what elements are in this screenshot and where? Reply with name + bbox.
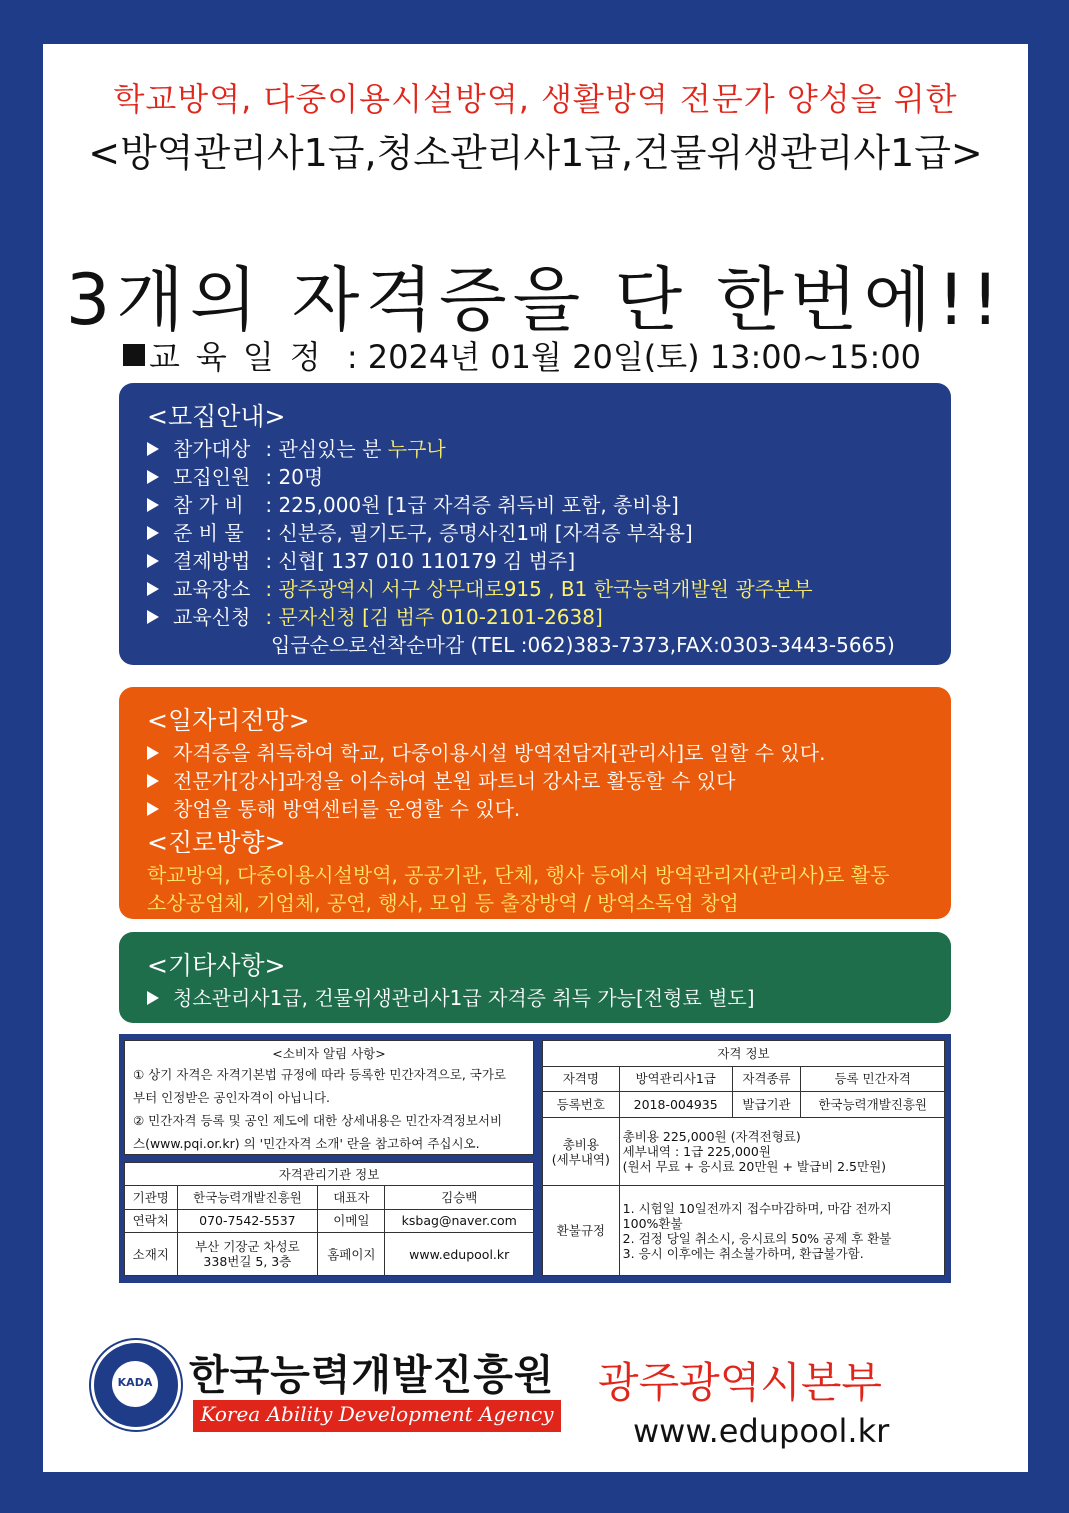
consumer-notice-line: 스(www.pqi.or.kr) 의 '민간자격 소개' 란을 참고하여 주십시오. <box>133 1136 480 1151</box>
list-item: 결제방법 : 신협[ 137 010 110179 김 범주] <box>147 547 951 575</box>
consumer-notice-line: ② 민간자격 등록 및 공인 제도에 대한 상세내용은 민간자격정보서비 <box>133 1113 503 1128</box>
table-row: 자격명 방역관리사1급 자격종류 등록 민간자격 <box>543 1066 945 1092</box>
flyer-headline: 3개의 자격증을 단 한번에!! <box>65 259 1006 341</box>
list-item: 참가대상 : 관심있는 분 누구나 <box>147 435 951 463</box>
list-item: 모집인원 : 20명 <box>147 463 951 491</box>
etc-heading: <기타사항> <box>147 951 286 980</box>
triangle-bullet-icon <box>147 774 159 788</box>
kada-logo-text: KADA <box>117 1376 153 1389</box>
consumer-notice <box>124 1040 534 1155</box>
consumer-notice-line: ① 상기 자격은 자격기본법 규정에 따라 등록한 민간자격으로, 국가로 <box>133 1067 506 1082</box>
qual-info-title: 자격 정보 <box>543 1041 945 1067</box>
org-english-name: Korea Ability Development Agency <box>200 1402 554 1426</box>
career-line: 소상공업체, 기업체, 공연, 행사, 모임 등 출장방역 / 방역소독업 창업 <box>147 891 739 915</box>
consumer-notice-line: 부터 인정받은 공인자격이 아닙니다. <box>133 1090 331 1105</box>
triangle-bullet-icon <box>147 470 159 484</box>
jobs-heading: <일자리전망> <box>147 706 310 735</box>
info-panel <box>119 1034 951 1283</box>
schedule-label: 교육일정 <box>149 338 337 376</box>
flyer-subtitle: 학교방역, 다중이용시설방역, 생활방역 전문가 양성을 위한 <box>113 80 958 118</box>
triangle-bullet-icon <box>147 802 159 816</box>
triangle-bullet-icon <box>147 442 159 456</box>
list-item: 전문가[강사]과정을 이수하여 본원 파트너 강사로 활동할 수 있다 <box>147 767 951 795</box>
triangle-bullet-icon <box>147 991 159 1005</box>
list-item: 창업을 통해 방역센터를 운영할 수 있다. <box>147 795 951 823</box>
table-row: 소재지 부산 기장군 차성로 338번길 5, 3층 홈페이지 www.edupool.kr <box>125 1233 534 1276</box>
triangle-bullet-icon <box>147 498 159 512</box>
square-bullet-icon <box>123 344 145 366</box>
flyer-title: <방역관리사1급,청소관리사1급,건물위생관리사1급> <box>88 131 983 175</box>
triangle-bullet-icon <box>147 526 159 540</box>
triangle-bullet-icon <box>147 746 159 760</box>
triangle-bullet-icon <box>147 582 159 596</box>
list-item: 준 비 물 : 신분증, 필기도구, 증명사진1매 [자격증 부착용] <box>147 519 951 547</box>
qualification-info-table <box>542 1040 945 1276</box>
list-item: 교육신청 : 문자신청 [김 범주 010-2101-2638] <box>147 603 951 631</box>
table-row: 연락처 070-7542-5537 이메일 ksbag@naver.com <box>125 1209 534 1232</box>
schedule-value: : 2024년 01월 20일(토) 13:00~15:00 <box>336 338 922 376</box>
agency-info-title: 자격관리기관 정보 <box>125 1163 534 1186</box>
branch-name: 광주광역시본부 <box>598 1358 883 1407</box>
triangle-bullet-icon <box>147 610 159 624</box>
list-item: 자격증을 취득하여 학교, 다중이용시설 방역전담자[관리사]로 일할 수 있다. <box>147 739 951 767</box>
recruit-note: 입금순으로선착순마감 (TEL :062)383-7373,FAX:0303-3443-5665) <box>271 633 895 657</box>
triangle-bullet-icon <box>147 554 159 568</box>
career-heading: <진로방향> <box>147 828 286 857</box>
jobs-box <box>119 687 951 919</box>
table-row: 기관명 한국능력개발진흥원 대표자 김승백 <box>125 1186 534 1209</box>
etc-box <box>119 932 951 1023</box>
org-name: 한국능력개발진흥원 <box>189 1351 555 1399</box>
list-item: 참 가 비 : 225,000원 [1급 자격증 취득비 포함, 총비용] <box>147 491 951 519</box>
consumer-notice-title: <소비자 알림 사항> <box>272 1046 386 1061</box>
recruit-heading: <모집안내> <box>147 402 286 431</box>
schedule-line <box>123 332 921 378</box>
table-row: 환불규정 1. 시험일 10일전까지 접수마감하며, 마감 전까지 100%환불 2. 검정 당일 취소시, 응시료의 50% 공제 후 환불 3. 응시 이후에는 취소불가하며, 환급불가함. <box>543 1186 945 1276</box>
agency-info-table <box>124 1162 534 1276</box>
flyer <box>43 44 1028 1472</box>
website-link[interactable]: www.edupool.kr <box>633 1412 890 1450</box>
recruit-list <box>119 435 951 659</box>
list-item: 청소관리사1급, 건물위생관리사1급 자격증 취득 가능[전형료 별도] <box>147 984 951 1012</box>
table-row: 총비용 (세부내역) 총비용 225,000원 (자격전형료) 세부내역 : 1급 225,000원 (원서 무료 + 응시료 20만원 + 발급비 2.5만원) <box>543 1117 945 1185</box>
career-line: 학교방역, 다중이용시설방역, 공공기관, 단체, 행사 등에서 방역관리자(관리사)로 활동 <box>147 863 890 887</box>
table-row: 등록번호 2018-004935 발급기관 한국능력개발진흥원 <box>543 1092 945 1118</box>
recruit-box <box>119 383 951 665</box>
list-item: 교육장소 : 광주광역시 서구 상무대로915 , B1 한국능력개발원 광주본부 <box>147 575 951 603</box>
